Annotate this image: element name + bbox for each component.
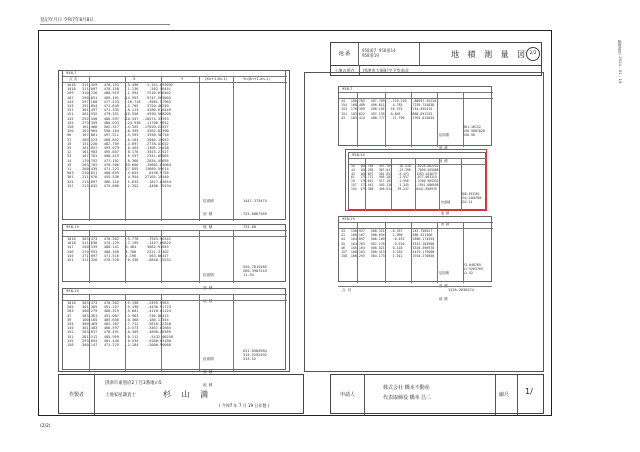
total-label: 合 計 — [342, 288, 352, 292]
chiseki-label: 地 積 — [439, 158, 448, 163]
applicant-box — [330, 374, 544, 414]
chiseki-label: 地 積 — [203, 382, 213, 387]
location-value: 摂津市大堀町字下堂前北 — [363, 68, 410, 73]
chiseki-label: 地 積 — [441, 222, 450, 227]
registration-date-stamp: 登記年月日 令和7年8月8日 — [40, 18, 94, 23]
right-vertical-label: 整理番号 2024・01・19 — [618, 40, 623, 84]
col-header-x: X — [133, 77, 136, 81]
scale-value-divider — [517, 375, 518, 415]
page-title: 地 積 測 量 図 — [451, 50, 529, 59]
author-address: 摂津市東別府2丁目3番地の5 — [105, 381, 162, 386]
double-area-label: 倍面積 — [203, 273, 214, 278]
area-label: 面 積 — [203, 212, 213, 217]
chiseki-label: 地 積 — [203, 298, 213, 303]
area-label: 面 積 — [439, 146, 448, 151]
author-name: 杉 山 満 — [163, 390, 213, 399]
double-area-label: 倍面積 — [441, 199, 451, 204]
chiseki-value: 723.68 — [243, 224, 256, 229]
highlight-box — [345, 149, 487, 211]
double-area-label: 倍面積 — [203, 357, 214, 362]
col-header-product: Yn(Xn+1-Xn-1) — [243, 77, 270, 81]
total-value: 1126.2638574 — [448, 288, 474, 292]
title-divider — [419, 43, 420, 66]
author-date: ( 令和7 年 7 月 19 日作製 ) — [219, 403, 270, 408]
author-label: 作製者 — [59, 375, 95, 415]
table-tag: 958-7 — [342, 87, 353, 91]
chiseki-label: 地 積 — [439, 296, 448, 301]
area-label: 面 積 — [203, 286, 213, 291]
stamp-underline — [40, 24, 170, 25]
coordinate-rows: 44 160.785 497.789 -119.116 -80097.55220 154 168.489 496.611 4.785 -7239.754838 153 176.399 496.191 16.375 3744.455415 151 183.622 497.155 6.845 3688.051225 43 183.414 488.777 -11.790 -5765.014035 — [341, 99, 437, 120]
double-area-value: 1447.373474 — [243, 199, 267, 204]
area-sum-values: 308.493381 154.2466905 154.24 — [461, 192, 482, 204]
scale-label: 縮尺 — [499, 392, 510, 398]
author-title: 土地家屋調査士 — [105, 393, 136, 398]
applicant-label: 申請人 — [331, 375, 365, 415]
col-header-point: 点 名 — [69, 77, 78, 81]
area-label: 面 積 — [439, 284, 448, 289]
coordinate-rows: 44 160.785 497.789 -16.530 -8228.082252 44 166.285 507.041 -13.398 -7050.505068 43 166.897 501.653 -5.473 -1393.164675 61 175.712 505.202 -1.937 -877.063315 19 176.051 517.183 -1.996 -2360.985352 157 173.461 502.130 3.345 -1941.086658 154 179.388 496.614 29.247 8441.856939 — [351, 164, 439, 191]
col-header-y: Y — [181, 77, 184, 81]
table-tag: 958-7 — [66, 71, 77, 75]
location-label: 土地の所在 — [334, 68, 355, 73]
double-area-label: 倍面積 — [439, 271, 449, 276]
coordinate-rows: 1016 303.473 470.262 -5.778 -7943.96341 1018 311.038 475.125 -7.199 -1457.66622 147 250.539 480.141 6.484 5862.91045 146 270.953 480.350 4.706 2221.31302 145 271.097 471.516 1.196 563.86427 151 311.326 470.320 -0.436 -6848.75231 — [67, 237, 171, 263]
area-label: 面 積 — [203, 370, 213, 375]
page-mark: 2/2 — [526, 47, 540, 61]
scale-value: 1/ — [525, 387, 533, 396]
area-sum-values: 301.16152 150.5807628 150.58 — [463, 125, 485, 138]
table-tag: 958-14 — [352, 153, 365, 157]
area-value: 723.6867369 — [243, 212, 267, 217]
title-block — [330, 42, 542, 66]
area-sum-values: 520.7814485 260.3907243 11.34 — [243, 265, 267, 278]
table-tag: 958-19 — [66, 225, 79, 229]
applicant-company: 株式会社 橋本不動産 — [383, 385, 430, 391]
double-area-label: 倍面積 — [203, 199, 214, 204]
applicant-representative: 代表取締役 橋本 昌二 — [383, 395, 432, 401]
area-sum-values: 23.040765 11.5203765 11.52 — [463, 263, 483, 276]
page-number: (2/2) — [40, 424, 51, 429]
scale-divider — [495, 375, 496, 415]
author-box — [58, 374, 304, 414]
coordinate-rows: 1016 311.429 470.153 -5.496 -1,141.693092 1018 311.097 470.158 -1.136 -582.56451 209 310.726 480.919 -1.594 -7210.636402 167 290.851 489.161 -14.953 -9747.205603 144 297.168 477.233 -10.718 -9581.57965 143 291.854 471.649 -5.705 -3720.46250 151 301.497 471.335 -8.113 -4280.616449 151 281.932 479.351 -10.556 -4930.568205 145 292.458 480.597 -10.547 -10274.35953 155 279.359 480.033 -24.938 -11706.9652 158 161.466 502.317 -4.355 -17020.22557 150 162.965 550.164 -8.499 -5262.82390 96 167.061 497.211 -5.593 -1930.58710 37 189.523 468.852 -6.104 -3046.15043 15 151.226 482.709 -4.697 -2778.43022 25 161.657 493.079 0.453 -1305.14028 12 161.903 495.857 8.176 -3553.27527 33 167.781 498.419 6.557 -2341.05865 14 170.792 477.102 8.366 -2834.45895 19 203.702 470.306 39.666 -19881.84084 11 200.439 471.223 27.855 13689.59674 903 210.621 480.895 4.053 8198.9756 301 211.076 455.536 4.954 27165.19440 325 215.697 486.310 1.655 1817.64654 157 213.032 475.666 2.352 -4406.19194 — [67, 83, 174, 188]
area-sum-values: 631.0584984 315.5292492 315.52 — [243, 349, 267, 362]
col-header-dx: (Xn+1-Xn-1) — [205, 77, 228, 81]
double-area-label: 倍面積 — [439, 133, 449, 138]
chiban-label: 地 番 — [331, 43, 359, 66]
table-tag: 958-14 — [66, 289, 79, 293]
table-tag: 958-19 — [342, 217, 355, 221]
chiseki-label: 地 積 — [203, 224, 213, 229]
coordinate-rows: 1016 303.473 470.262 -5.198 -2495.9563 205 301.365 491.157 -5.190 -4438.91723 203 300.279 480.319 -5.681 -4110.01124 47 183.361 491.007 -3.963 -746.86474 39 100.165 485.650 -0.368 -186.17554 194 300.465 482.187 -7.712 -3670.22350 145 301.483 486.597 -3.573 -3467.62665 152 283.637 478.491 -0.309 -4890.26589 151 281.512 485.959 0.112 -5432.00250 145 293.854 481.440 0.534 -5280.05180 158 300.147 471.225 -2.184 -2000.90080 — [67, 301, 174, 348]
chiban-value: 958番7 958番14 958番19 — [362, 48, 396, 58]
total-divider — [338, 286, 492, 287]
coordinate-rows: 43 158.937 506.321 -0.337 -143.750527 41 166.167 506.654 2.996 -580.521300 44 164.897 506.109 -0.491 -2896.174555 45 164.763 507.176 -0.510 -3313.103900 46 165.164 506.821 0.118 3316.596978 157 166.163 508.313 3.335 4419.173000 158 166.293 504.173 1.012 1910.270850 — [341, 229, 435, 259]
area-label: 面 積 — [441, 210, 450, 215]
